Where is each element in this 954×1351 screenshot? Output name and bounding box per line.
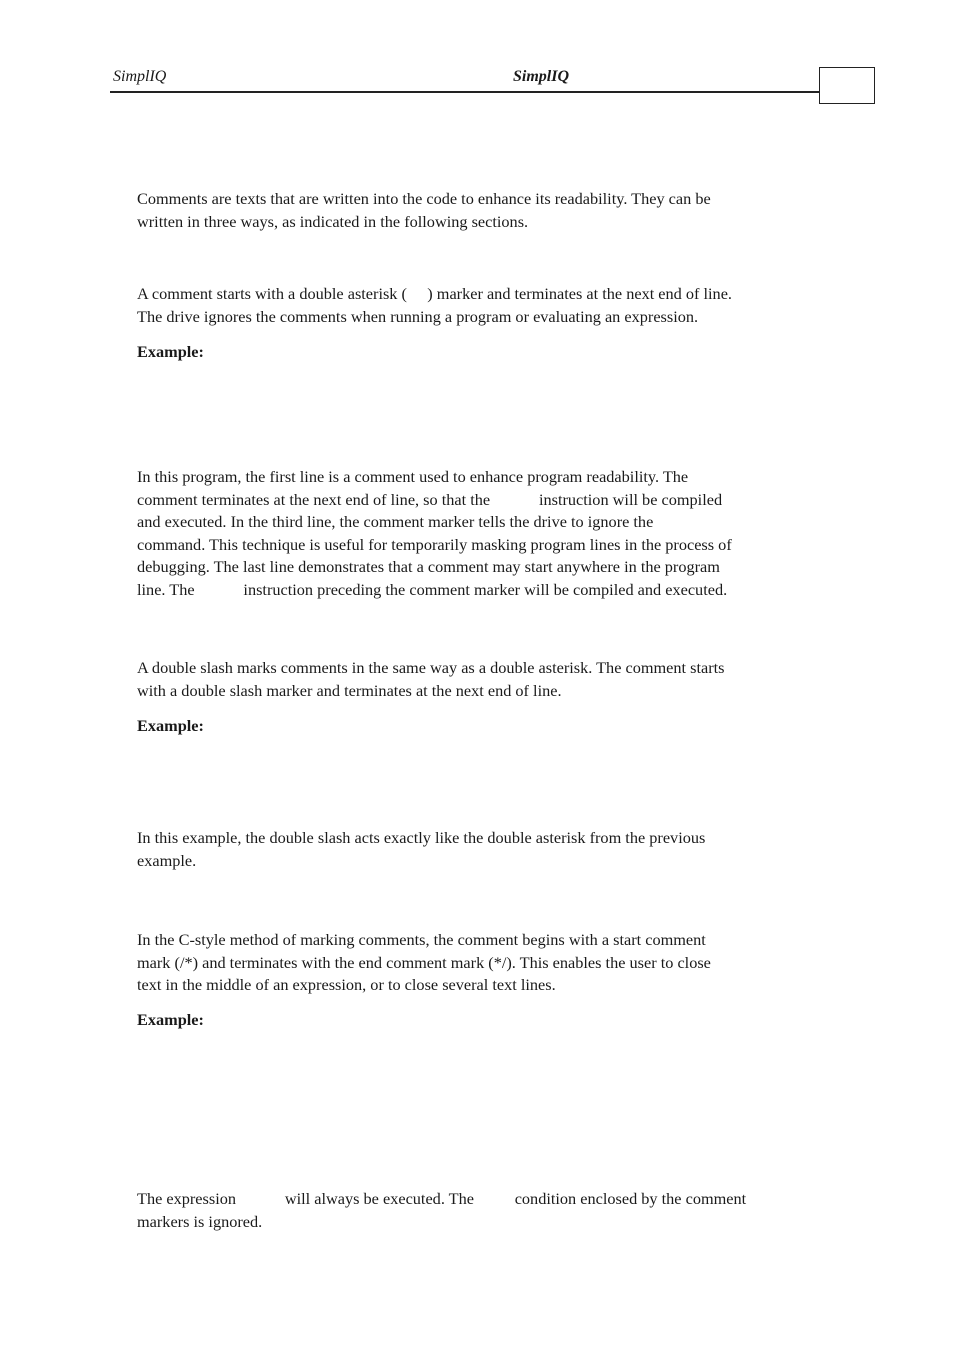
text-line: The expression will always be executed. The condition enclosed by the comment	[137, 1189, 747, 1208]
text-line: A comment starts with a double asterisk ( ) marker and terminates at the next end of line.	[137, 284, 732, 303]
c-style-explanation	[137, 1188, 847, 1233]
text-line: and executed. In the third line, the comment marker tells the drive to ignore the	[137, 512, 654, 531]
text-line: mark (/*) and terminates with the end comment mark (*/). This enables the user to close	[137, 952, 711, 972]
text-line: comment terminates at the next end of line, so that the instruction will be compiled	[137, 489, 723, 509]
text-line: In this program, the first line is a comment used to enhance program readability. The	[137, 467, 689, 486]
double-asterisk-paragraph	[137, 283, 847, 328]
page-number-box	[819, 67, 875, 104]
example-label: Example:	[137, 716, 204, 735]
text-line: debugging. The last line demonstrates that a comment may start anywhere in the program	[137, 557, 720, 576]
text-line: In this example, the double slash acts exactly like the double asterisk from the previous	[137, 828, 706, 847]
text-line: markers is ignored.	[137, 1211, 263, 1231]
text-line: line. The instruction preceding the comment marker will be compiled and executed.	[137, 579, 728, 599]
text-line: command. This technique is useful for temporarily masking program lines in the process of	[137, 534, 732, 554]
double-slash-explanation	[137, 827, 847, 872]
header-rule	[110, 91, 820, 93]
c-style-paragraph	[137, 929, 847, 997]
text-line: A double slash marks comments in the same way as a double asterisk. The comment starts	[137, 658, 725, 677]
double-asterisk-explanation	[137, 466, 847, 601]
text-line: In the C-style method of marking comments, the comment begins with a start comment	[137, 930, 706, 949]
text-line: Comments are texts that are written into the code to enhance its readability. They can be	[137, 189, 711, 208]
text-line: The drive ignores the comments when running a program or evaluating an expression.	[137, 306, 699, 326]
header-left-title: SimplIQ	[113, 68, 167, 85]
text-line: written in three ways, as indicated in the following sections.	[137, 211, 529, 231]
example-label: Example:	[137, 1010, 204, 1029]
double-slash-paragraph	[137, 657, 847, 702]
example-label: Example:	[137, 342, 204, 361]
intro-paragraph	[137, 188, 847, 233]
text-line: text in the middle of an expression, or to close several text lines.	[137, 975, 556, 994]
text-line: example.	[137, 850, 197, 870]
text-line: with a double slash marker and terminates at the next end of line.	[137, 680, 562, 700]
header-center-title: SimplIQ	[513, 68, 570, 85]
